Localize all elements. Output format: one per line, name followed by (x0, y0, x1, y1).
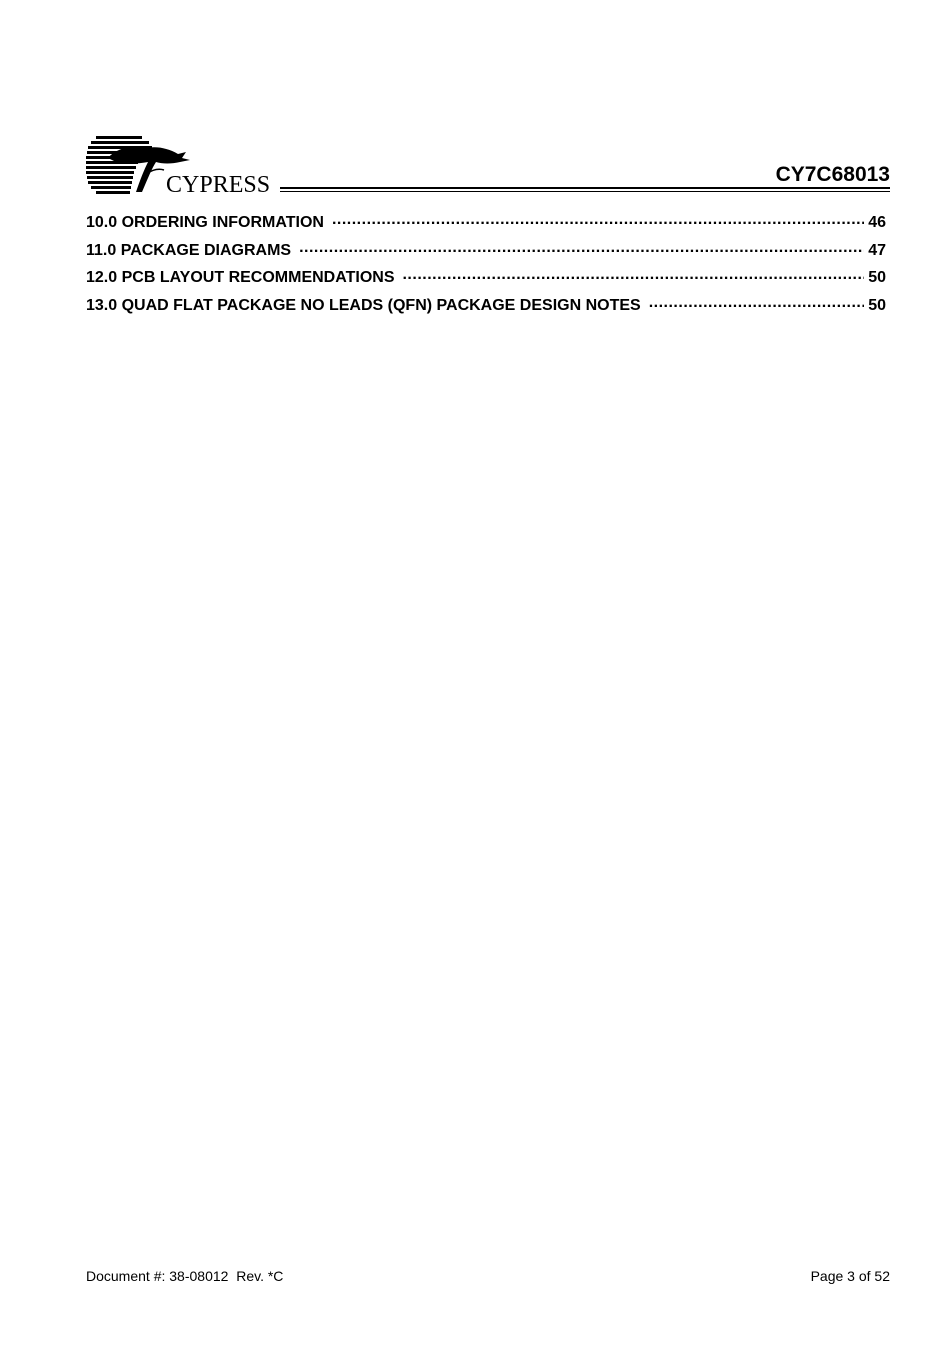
part-number: CY7C68013 (775, 163, 890, 186)
footer-document-number: Document #: 38-08012 Rev. *C (86, 1268, 284, 1284)
table-of-contents (86, 211, 886, 321)
toc-entry-title: 10.0 ORDERING INFORMATION (86, 214, 324, 231)
cypress-tree-logo-icon (86, 134, 278, 200)
toc-entry-page: 50 (868, 296, 886, 314)
header-rule (280, 187, 890, 192)
toc-entry-title: 12.0 PCB LAYOUT RECOMMENDATIONS (86, 269, 395, 286)
footer-page-number: Page 3 of 52 (810, 1268, 890, 1284)
toc-entry[interactable] (86, 294, 886, 322)
toc-entry-page: 47 (868, 241, 886, 259)
logo-wordmark: CYPRESS (166, 172, 271, 198)
toc-entry-title: 11.0 PACKAGE DIAGRAMS (86, 241, 292, 259)
toc-entry[interactable] (86, 239, 886, 267)
toc-entry[interactable] (86, 266, 886, 294)
toc-leader-dots (649, 294, 864, 310)
toc-entry-page: 50 (868, 269, 886, 286)
toc-entry[interactable] (86, 211, 886, 239)
toc-leader-dots (332, 211, 864, 227)
toc-leader-dots (402, 266, 864, 282)
toc-entry-page: 46 (868, 214, 886, 231)
cypress-logo (86, 134, 278, 200)
toc-leader-dots (299, 239, 864, 255)
toc-entry-title: 13.0 QUAD FLAT PACKAGE NO LEADS (QFN) PACKAGE DESIGN NOTES (86, 296, 641, 314)
